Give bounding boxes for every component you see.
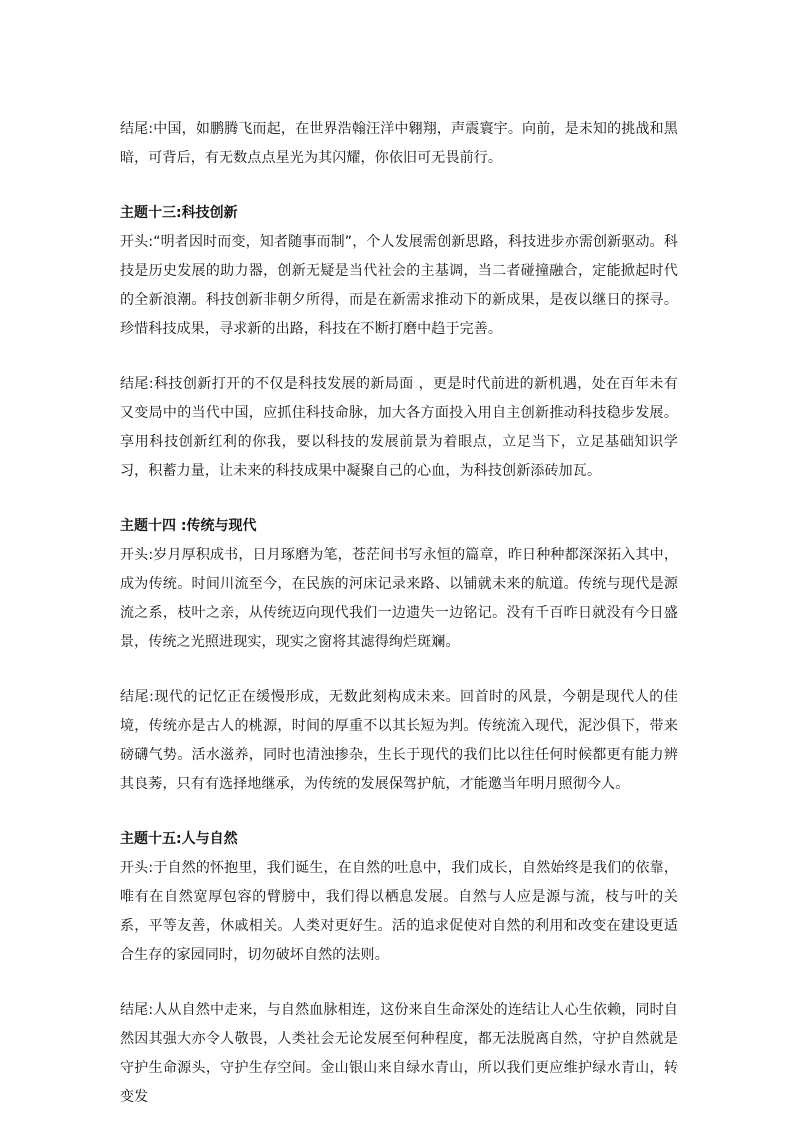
closing-paragraph-theme-14: 结尾:现代的记忆正在缓慢形成，无数此刻构成未来。回首时的风景，今朝是现代人的佳境，传统亦是古人的桃源，时间的厚重不以其长短为判。传统流入现代，泥沙俱下，带来磅礴气势。活水滋养，同时也清浊掺杂，生长于现代的我们比以往任何时候都更有能力辨其良莠，只有有选择地继承，为传统的发展保驾护航，才能邀当年明月照彻今人。: [120, 689, 678, 792]
opening-paragraph-theme-14: 开头:岁月厚积成书，日月琢磨为笔，苍茫间书写永恒的篇章，昨日种种都深深拓入其中，成为传统。时间川流至今，在民族的河床记录来路、以铺就未来的航道。传统与现代是源流之系，枝叶之亲，从传统迈向现代我们一边遗失一边铭记。没有千百昨日就没有今日盛景，传统之光照进现实，现实之窗将其滤得绚烂斑斓。: [120, 547, 678, 650]
heading-theme-14: 主题十四 :传统与现代: [120, 518, 257, 534]
heading-theme-13: 主题十三:科技创新: [120, 205, 238, 221]
document-body: [120, 115, 678, 1112]
heading-theme-15: 主题十五:人与自然: [120, 831, 238, 847]
closing-paragraph-theme-13: 结尾:科技创新打开的不仅是科技发展的新局面 ，更是时代前进的新机遇，处在百年未有又变局中的当代中国，应抓住科技命脉，加大各方面投入用自主创新推动科技稳步发展。享用科技创新红利的你我，要以科技的发展前景为着眼点，立足当下，立足基础知识学习，积蓄力量，让未来的科技成果中凝聚自己的心血，为科技创新添砖加瓦。: [120, 376, 678, 479]
opening-paragraph-theme-15: 开头:于自然的怀抱里，我们诞生，在自然的吐息中，我们成长，自然始终是我们的依靠，唯有在自然宽厚包容的臂膀中，我们得以栖息发展。自然与人应是源与流，枝与叶的关系，平等友善，休戚相关。人类对更好生。活的追求促使对自然的利用和改变在建设更适合生存的家园同时，切勿破坏自然的法则。: [120, 860, 678, 963]
closing-paragraph-theme-12: 结尾:中国，如鹏腾飞而起，在世界浩翰汪洋中翱翔，声震寰宇。向前，是未知的挑战和黑暗，可背后，有无数点点星光为其闪耀，你依旧可无畏前行。: [120, 121, 678, 166]
opening-paragraph-theme-13: 开头:“明者因时而变，知者随事而制”，个人发展需创新思路，科技进步亦需创新驱动。科技是历史发展的助力器，创新无疑是当代社会的主基调，当二者碰撞融合，定能掀起时代的全新浪潮。科技创新非朝夕所得，而是在新需求推动下的新成果，是夜以继日的探寻。珍惜科技成果，寻求新的出路，科技在不断打磨中趋于完善。: [120, 234, 678, 337]
closing-paragraph-theme-15: 结尾:人从自然中走来，与自然血脉相连，这份来自生命深处的连结让人心生依赖，同时自然因其强大亦令人敬畏，人类社会无论发展至何种程度，都无法脱离自然，守护自然就是守护生命源头，守护生存空间。金山银山来自绿水青山，所以我们更应维护绿水青山，转变发: [120, 1002, 678, 1105]
